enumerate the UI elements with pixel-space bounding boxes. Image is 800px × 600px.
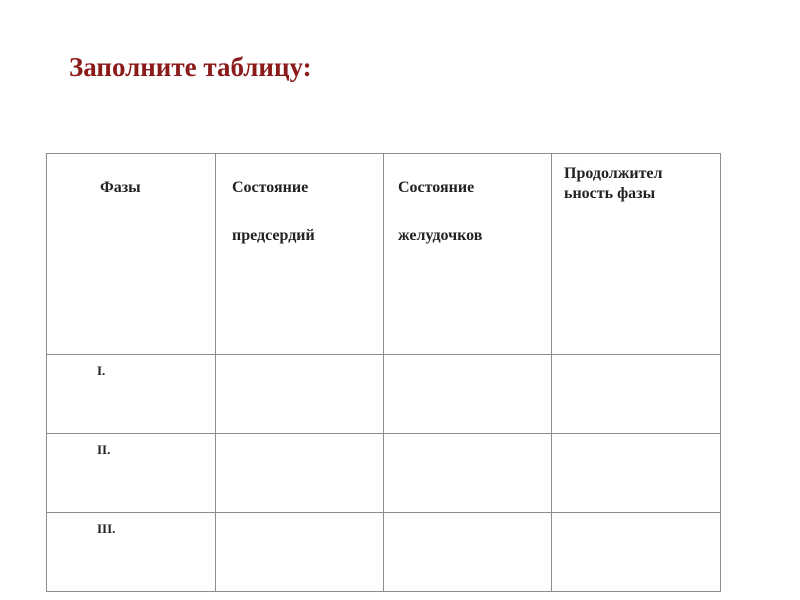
atria-cell[interactable] bbox=[216, 434, 384, 513]
phase-cell bbox=[47, 355, 216, 434]
header-ventricles-line1: Состояние bbox=[398, 179, 475, 196]
header-ventricles-line2: желудочков bbox=[398, 227, 483, 244]
header-duration-line1: Продолжител bbox=[564, 165, 663, 182]
ventricles-cell[interactable] bbox=[384, 513, 552, 592]
phase-cell bbox=[47, 434, 216, 513]
header-duration-line2: ьность фазы bbox=[564, 185, 656, 202]
ventricles-cell[interactable] bbox=[384, 434, 552, 513]
duration-cell[interactable] bbox=[552, 434, 721, 513]
duration-cell[interactable] bbox=[552, 355, 721, 434]
header-phases bbox=[47, 154, 216, 355]
header-ventricles-state bbox=[384, 154, 552, 355]
table-row bbox=[47, 513, 721, 592]
phase-cell bbox=[47, 513, 216, 592]
header-phases-label: Фазы bbox=[100, 179, 141, 196]
table-row bbox=[47, 434, 721, 513]
phase-label: II. bbox=[97, 442, 111, 457]
header-atria-line2: предсердий bbox=[232, 227, 315, 244]
phase-label: I. bbox=[97, 363, 106, 378]
header-phase-duration bbox=[552, 154, 721, 355]
atria-cell[interactable] bbox=[216, 513, 384, 592]
phases-table bbox=[46, 153, 721, 592]
header-atria-line1: Состояние bbox=[232, 179, 309, 196]
ventricles-cell[interactable] bbox=[384, 355, 552, 434]
header-atria-state bbox=[216, 154, 384, 355]
duration-cell[interactable] bbox=[552, 513, 721, 592]
page-title: Заполните таблицу: bbox=[69, 52, 312, 82]
table-header-row bbox=[47, 154, 721, 355]
table-row bbox=[47, 355, 721, 434]
phase-label: III. bbox=[97, 521, 116, 536]
atria-cell[interactable] bbox=[216, 355, 384, 434]
